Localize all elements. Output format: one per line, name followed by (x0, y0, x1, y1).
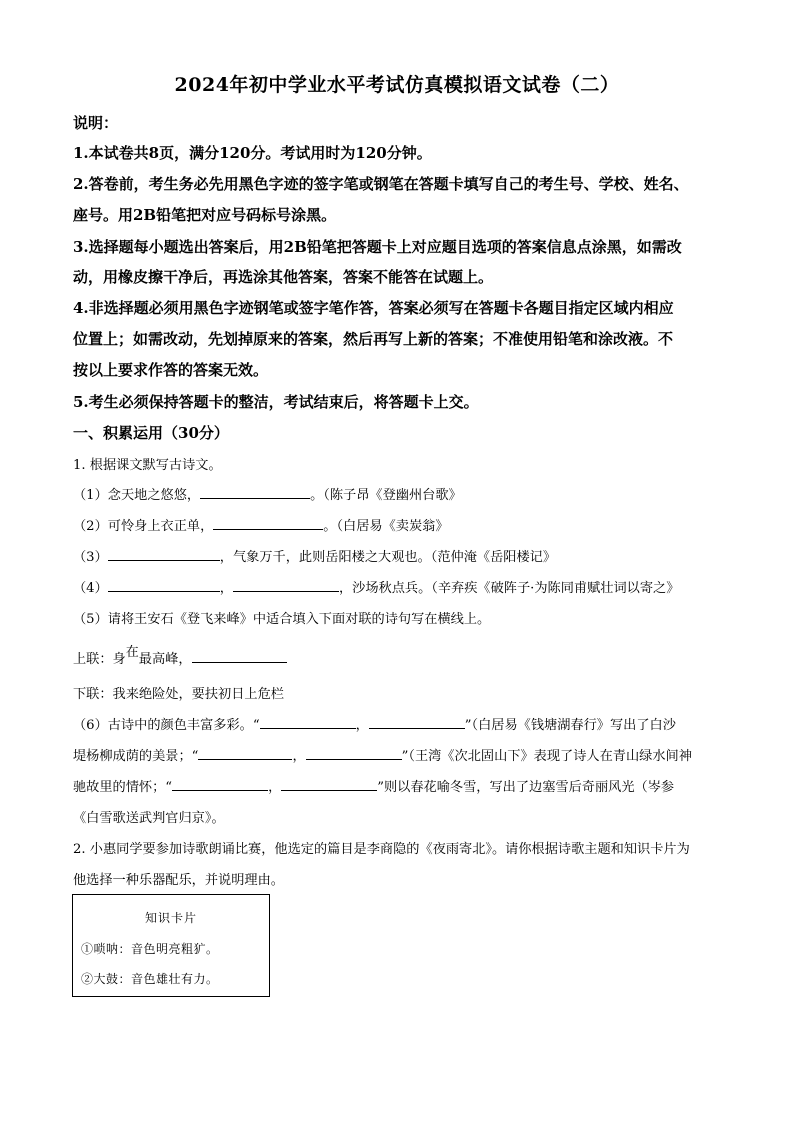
answer-blank[interactable] (233, 578, 339, 592)
answer-blank[interactable] (108, 547, 220, 561)
question-1-item-6d: 《白雪歌送武判官归京》。 (73, 811, 225, 826)
instructions-heading: 说明： (73, 114, 119, 132)
question-2-line-1: 2. 小惠同学要参加诗歌朗诵比赛，他选定的篇目是李商隐的《夜雨寄北》。请你根据诗歌主题和知识卡片为 (73, 842, 690, 857)
couplet-upper: 上联：身在最高峰， (73, 648, 287, 667)
question-1-item-4: （4） ， ，沙场秋点兵。（辛弃疾《破阵子·为陈同甫赋壮词以寄之》 (73, 577, 679, 596)
answer-blank[interactable] (260, 715, 356, 729)
question-1-item-6a: （6）古诗中的颜色丰富多彩。“ ， ”（白居易《钱塘湖春行》写出了白沙 (73, 714, 676, 733)
section-heading: 一、积累运用（30分） (73, 424, 229, 442)
knowledge-card-item-1: ①唢呐：音色明亮粗犷。 (81, 942, 219, 956)
question-1-stem: 1. 根据课文默写古诗文。 (73, 458, 222, 473)
answer-blank[interactable] (306, 746, 402, 760)
question-1-item-5: （5）请将王安石《登飞来峰》中适合填入下面对联的诗句写在横线上。 (73, 612, 491, 627)
instruction-1: 1.本试卷共8页，满分120分。考试用时为120分钟。 (73, 144, 432, 162)
couplet-lower: 下联：我来绝险处，要扶初日上危栏 (73, 687, 284, 702)
answer-blank[interactable] (369, 715, 465, 729)
instruction-3b: 动，用橡皮擦干净后，再选涂其他答案，答案不能答在试题上。 (73, 268, 494, 286)
question-1-item-6c: 驰故里的情怀；“ ， ”则以春花喻冬雪，写出了边塞雪后奇丽风光（岑参 (73, 776, 674, 795)
instruction-5: 5.考生必须保持答题卡的整洁，考试结束后，将答题卡上交。 (73, 393, 479, 411)
instruction-4b: 位置上；如需改动，先划掉原来的答案，然后再写上新的答案；不准使用铅笔和涂改液。不 (73, 330, 674, 348)
instruction-2b: 座号。用2B铅笔把对应号码标号涂黑。 (73, 206, 337, 224)
answer-blank[interactable] (200, 485, 310, 499)
instruction-4c: 按以上要求作答的答案无效。 (73, 361, 269, 379)
answer-blank[interactable] (281, 777, 377, 791)
answer-blank[interactable] (198, 746, 292, 760)
question-2-line-2: 他选择一种乐器配乐，并说明理由。 (73, 873, 284, 888)
question-1-item-3: （3） ，气象万千，此则岳阳楼之大观也。（范仲淹《岳阳楼记》 (73, 546, 556, 565)
answer-blank[interactable] (192, 649, 287, 663)
instruction-3a: 3.选择题每小题选出答案后，用2B铅笔把答题卡上对应题目选项的答案信息点涂黑，如需改 (73, 238, 682, 256)
question-1-item-6b: 堤杨柳成荫的美景；“ ， ”（王湾《次北固山下》表现了诗人在青山绿水间神 (73, 745, 692, 764)
instruction-4a: 4.非选择题必须用黑色字迹钢笔或签字笔作答，答案必须写在答题卡各题目指定区域内相应 (73, 299, 674, 317)
question-1-item-1: （1）念天地之悠悠， 。（陈子昂《登幽州台歌》 (73, 484, 462, 503)
answer-blank[interactable] (213, 516, 323, 530)
page-title: 2024年初中学业水平考试仿真模拟语文试卷（二） (174, 74, 620, 96)
knowledge-card (72, 894, 270, 997)
question-1-item-2: （2）可怜身上衣正单， 。（白居易《卖炭翁》 (73, 515, 449, 534)
instruction-2a: 2.答卷前，考生务必先用黑色字迹的签字笔或钢笔在答题卡填写自己的考生号、学校、姓名、 (73, 175, 689, 193)
answer-blank[interactable] (172, 777, 268, 791)
answer-blank[interactable] (108, 578, 220, 592)
knowledge-card-title: 知识卡片 (144, 911, 197, 925)
knowledge-card-item-2: ②大鼓：音色雄壮有力。 (81, 972, 219, 986)
